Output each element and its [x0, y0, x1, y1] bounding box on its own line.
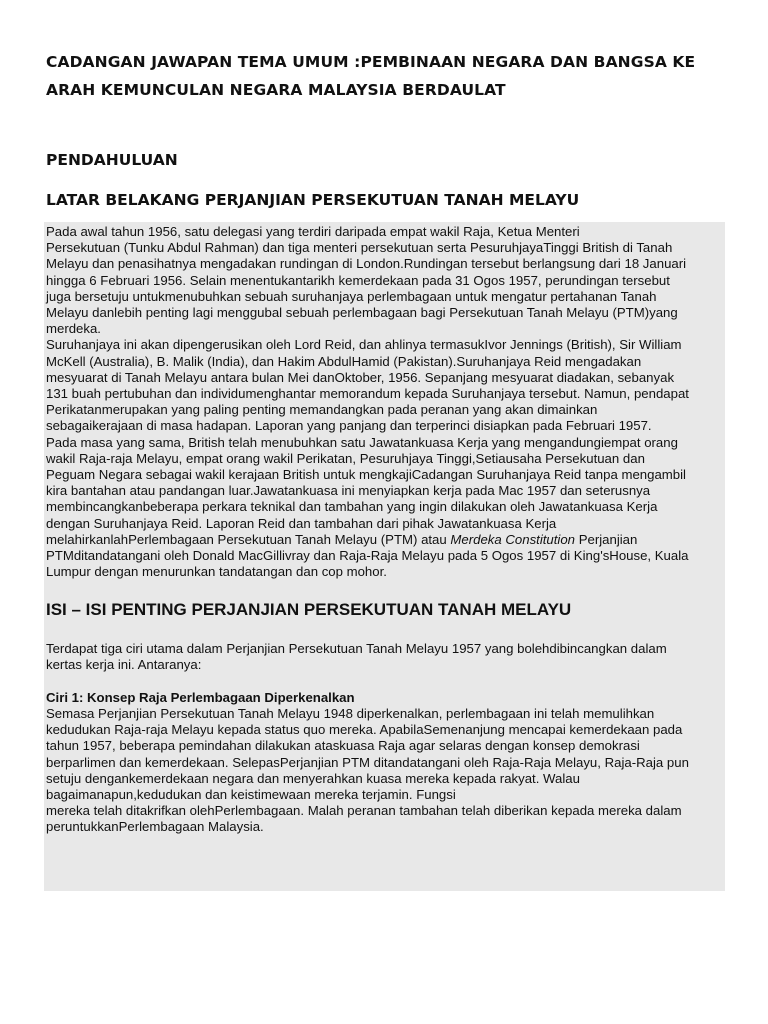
isi-heading: ISI – ISI PENTING PERJANJIAN PERSEKUTUAN TANAH MELAYU: [46, 600, 572, 619]
intro-heading: PENDAHULUAN: [46, 151, 178, 169]
background-text-part-2: Perjanjian PTMditandatangani oleh Donald MacGillivray dan Raja-Raja Melayu pada 5 Ogos 1957 di King'sHouse, Kuala Lumpur dengan menurunkan tandatangan dan cop mohor.: [46, 531, 689, 580]
document-title: CADANGAN JAWAPAN TEMA UMUM :PEMBINAAN NEGARA DAN BANGSA KE ARAH KEMUNCULAN NEGARA MALAYSIA BERDAULAT: [46, 53, 696, 99]
background-text-part-1: Pada awal tahun 1956, satu delegasi yang terdiri daripada empat wakil Raja, Ketua Menteri Persekutuan (Tunku Abdul Rahman) dan tiga menteri persekutuan serta PesuruhjayaTinggi British di Tanah Melayu dan penasihatnya mengadakan rundingan di London.Rundingan tersebut berlangsung dari 18 Januari hingga 6 Februari 1956. Selain menentukantarikh kemerdekaan pada 31 Ogos 1957, perundingan tersebut juga bersetuju untukmenubuhkan sebuah suruhanjaya perlembagaan untuk mengatur pertahanan Tanah Melayu danlebih penting lagi menggubal sebuah perlembagaan bagi Persekutuan Tanah Melayu (PTM)yang merdeka. Suruhanjaya ini akan dipengerusikan oleh Lord Reid, dan ahlinya termasukIvor Jennings (British), Sir William McKell (Australia), B. Malik (India), dan Hakim AbdulHamid (Pakistan).Suruhanjaya Reid mengadakan mesyuarat di Tanah Melayu antara bulan Mei danOktober, 1956. Sepanjang mesyuarat diadakan, sebanyak 131 buah pertubuhan dan individumenghantar memorandum kepada Suruhanjaya tersebut. Namun, pendapat Perikatanmerupakan yang paling penting memandangkan pada peranan yang akan dimainkan sebagaikerajaan di masa hadapan. Laporan yang panjang dan terperinci disiapkan pada Februari 1957. Pada masa yang sama, British telah menubuhkan satu Jawatankuasa Kerja yang mengandungiempat orang wakil Raja-raja Melayu, empat orang wakil Perikatan, Pesuruhjaya Tinggi,Setiausaha Persekutuan dan Peguam Negara sebagai wakil kerajaan British untuk mengkajiCadangan Suruhanjaya Reid tanpa mengambil kira bantahan atau pandangan luar.Jawatankuasa ini menyiapkan kerja pada Mac 1957 dan seterusnya membincangkanbeberapa perkara teknikal dan tambahan yang ingin dilakukan oleh Jawatankuasa Kerja dengan Suruhanjaya Reid. Laporan Reid dan tambahan dari pihak Jawatankuasa Kerja melahirkanlahPerlembagaan Persekutuan Tanah Melayu (PTM) atau: [46, 224, 689, 547]
ciri1-paragraph: Semasa Perjanjian Persekutuan Tanah Melayu 1948 diperkenalkan, perlembagaan ini telah memulihkan kedudukan Raja-raja Melayu kepada status quo mereka. ApabilaSemenanjung mencapai kemerdekaan pada tahun 1957, beberapa pemindahan dilakukan ataskuasa Raja agar selaras dengan konsep demokrasi berparlimen dan kemerdekaan. SelepasPerjanjian PTM ditandatangani oleh Raja-Raja Melayu, Raja-Raja pun setuju dengankemerdekaan negara dan menyerahkan kuasa mereka kepada rakyat. Walau bagaimanapun,kedudukan dan keistimewaan mereka terjamin. Fungsi mereka telah ditakrifkan olehPerlembagaan. Malah peranan tambahan telah diberikan kepada mereka dalam peruntukkanPerlembagaan Malaysia.: [46, 706, 689, 835]
ciri1-heading: Ciri 1: Konsep Raja Perlembagaan Diperkenalkan: [46, 690, 355, 705]
background-heading: LATAR BELAKANG PERJANJIAN PERSEKUTUAN TANAH MELAYU: [46, 191, 580, 209]
merdeka-constitution-italic: Merdeka Constitution: [450, 531, 576, 547]
background-paragraph: [46, 224, 722, 580]
isi-intro-paragraph: Terdapat tiga ciri utama dalam Perjanjian Persekutuan Tanah Melayu 1957 yang bolehdibincangkan dalam kertas kerja ini. Antaranya:: [46, 641, 667, 673]
